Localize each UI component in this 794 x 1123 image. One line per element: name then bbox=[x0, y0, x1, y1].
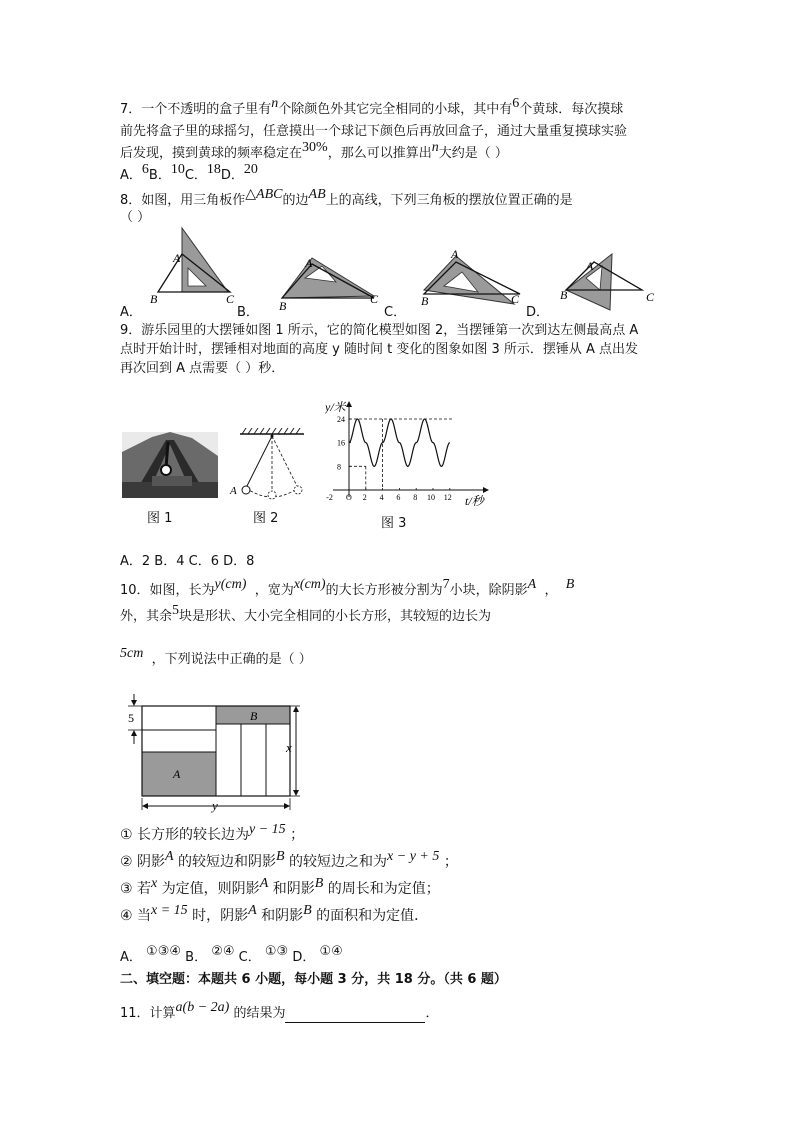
svg-text:A: A bbox=[230, 485, 237, 497]
q9-figure2-caption: 图 2 bbox=[253, 511, 279, 526]
x-tick-label: 8 bbox=[413, 493, 418, 502]
svg-text:C: C bbox=[370, 292, 379, 306]
q10-options: A． ①③④ B． ②④ C． ①③ D． ①④ bbox=[120, 944, 343, 965]
q10-statement-1: ① 长方形的较长边为y − 15 ； bbox=[120, 822, 305, 843]
q7-options: A．6B．10C．18D．20 bbox=[120, 162, 258, 183]
svg-text:x: x bbox=[286, 740, 292, 755]
q10-statement-2: ② 阴影A 的较短边和阴影B 的较短边之和为x − y + 5 ； bbox=[120, 849, 458, 870]
svg-text:B: B bbox=[421, 294, 429, 308]
answer-blank[interactable] bbox=[285, 1008, 425, 1023]
svg-text:C: C bbox=[511, 292, 520, 306]
q9-figure3-caption: 图 3 bbox=[381, 516, 407, 531]
svg-text:C: C bbox=[646, 290, 655, 304]
q7-line2: 前先将盒子里的球摇匀，任意摸出一个球记下颜色后再放回盒子，通过大量重复摸球实验 bbox=[120, 124, 628, 139]
q9-figure3-chart bbox=[325, 395, 495, 515]
q9-line3: 再次回到 A 点需要（ ）秒． bbox=[120, 361, 285, 376]
q9-line2: 点时开始计时，摆锤相对地面的高度 y 随时间 t 变化的图象如图 3 所示．摆锤从 A 点出发 bbox=[120, 342, 639, 357]
y-axis-label: y/米 bbox=[325, 400, 346, 414]
y-axis-arrow bbox=[346, 401, 352, 407]
q8-figure-b bbox=[279, 256, 379, 313]
q8-line1: 8．如图，用三角板作△ABC的边AB上的高线，下列三角板的摆放位置正确的是 bbox=[120, 187, 573, 208]
x-tick-label: -2 bbox=[326, 493, 333, 502]
y-tick-label: 8 bbox=[337, 462, 341, 472]
x-tick-label: 4 bbox=[379, 493, 384, 502]
svg-text:A: A bbox=[305, 256, 313, 270]
y-tick-label: 16 bbox=[337, 438, 345, 448]
q9-line1: 9．游乐园里的大摆锤如图 1 所示，它的简化模型如图 2，当摆锤第一次到达左侧最高点 A bbox=[120, 323, 639, 338]
q10-statement-4: ④ 当x = 15 时，阴影A 和阴影B 的面积和为定值． bbox=[120, 903, 429, 924]
x-tick-label: 12 bbox=[443, 493, 452, 502]
q9-figure1-photo bbox=[122, 432, 218, 498]
q7-line3: 后发现，摸到黄球的频率稳定在30%，那么可以推算出n大约是（ ） bbox=[120, 140, 508, 161]
section-heading: 二、填空题：本题共 6 小题，每小题 3 分，共 18 分。（共 6 题） bbox=[120, 972, 507, 987]
x-tick-label: 2 bbox=[362, 493, 367, 502]
q10-figure bbox=[122, 694, 312, 820]
svg-text:B: B bbox=[560, 288, 568, 302]
x-tick-label: 10 bbox=[427, 493, 435, 502]
q8-label-a: A． bbox=[120, 305, 142, 320]
svg-text:A: A bbox=[451, 247, 459, 261]
q8-line2: （ ） bbox=[120, 210, 151, 225]
svg-text:B: B bbox=[150, 292, 158, 306]
svg-text:y: y bbox=[212, 798, 218, 813]
q10-statement-3: ③ 若x 为定值，则阴影A 和阴影B 的周长和为定值； bbox=[120, 876, 440, 897]
q9-figure1-caption: 图 1 bbox=[147, 511, 173, 526]
q7-line1: 7．一个不透明的盒子里有n个除颜色外其它完全相同的小球，其中有6个黄球．每次摸球 bbox=[120, 96, 624, 117]
q9-options: A．2 B．4 C．6 D．8 bbox=[120, 554, 255, 569]
series-line bbox=[349, 419, 450, 466]
svg-text:A: A bbox=[173, 767, 181, 781]
svg-text:A: A bbox=[173, 251, 181, 265]
x-tick-label: O bbox=[346, 493, 352, 502]
q8-label-c: C． bbox=[384, 305, 407, 320]
svg-text:A: A bbox=[586, 259, 594, 273]
x-tick-label: 6 bbox=[396, 493, 401, 502]
q8-label-b: B． bbox=[237, 305, 259, 320]
x-axis-arrow bbox=[483, 487, 489, 493]
q10-line3: 5cm ，下列说法中正确的是（ ） bbox=[120, 646, 312, 667]
q8-figures bbox=[0, 0, 794, 330]
q8-figure-a bbox=[150, 228, 235, 306]
q8-label-d: D． bbox=[526, 305, 550, 320]
svg-text:C: C bbox=[226, 292, 235, 306]
x-axis-label: t/秒 bbox=[465, 494, 484, 508]
svg-text:5: 5 bbox=[128, 711, 134, 725]
q8-figure-c bbox=[421, 247, 520, 308]
q9-figure2-pendulum bbox=[228, 428, 312, 508]
q10-line2: 外，其余5块是形状、大小完全相同的小长方形，其较短的边长为 bbox=[120, 603, 492, 624]
y-tick-label: 24 bbox=[337, 415, 345, 424]
svg-text:B: B bbox=[279, 299, 287, 313]
q11-line: 11．计算a(b − 2a) 的结果为 ． bbox=[120, 1000, 439, 1021]
q10-line1: 10．如图，长为y(cm) ，宽为x(cm)的大长方形被分割为7小块，除阴影A ， B bbox=[120, 577, 575, 598]
svg-text:B: B bbox=[250, 709, 258, 723]
q8-figure-d bbox=[560, 254, 655, 310]
